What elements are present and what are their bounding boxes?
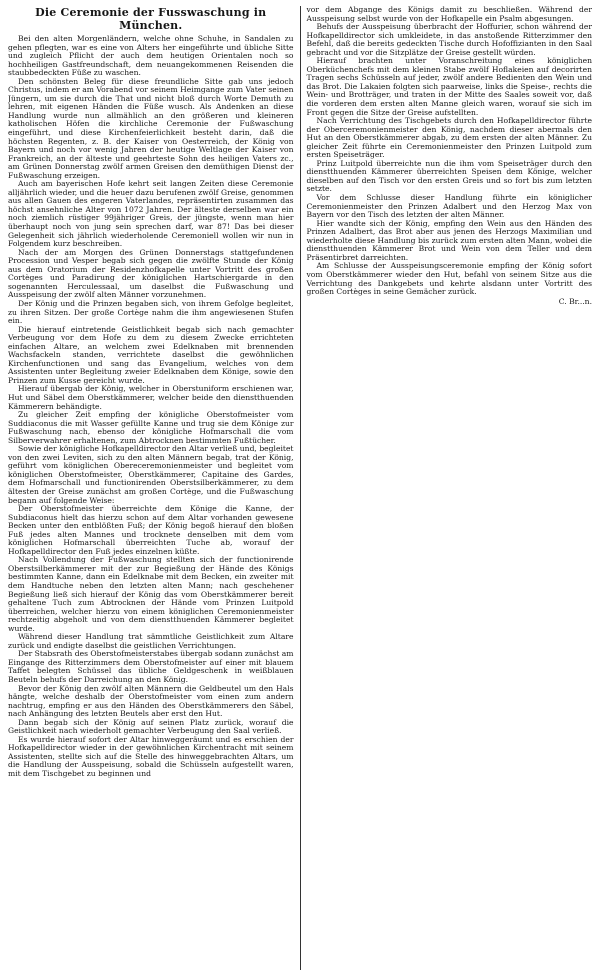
paragraph: Die hierauf eintretende Geistlichkeit begab sich nach gemachter Verbeugung vor dem Hofe zu dem zu diesem Zwecke errichteten einfachen Altare, an welchem zwei Edelknaben mit brennenden Wachsfackeln standen, verrichtete daselbst die gewöhnlichen Kirchenfunctionen und sang das Evangelium, welches von dem Assistenten unter Begleitung zweier Edelknaben dem Könige, sowie den Prinzen zum Kusse gereicht wurde. bbox=[8, 324, 294, 385]
paragraph: Nach Vollendung der Fußwaschung stellten sich der functionirende Oberstsilberkämmerer mit der zur Begießung der Hände des Königs bestimmten Kanne, dann ein Edelknabe mit dem Becken, ein zweiter mit dem Handtuche neben den letzten alten Mann; nach geschehener Begießung ließ sich hierauf der König das vom Oberstkämmerer bereit gehaltene Tuch zum Abtrocknen der Hände vom Prinzen Luitpold überreichen, welcher hierzu von einem königlichen Ceremonienmeister rechtzeitig abgeholt und von dem dienstthuenden Kämmerer begleitet wurde. bbox=[8, 555, 294, 633]
paragraph: Bei den alten Morgenländern, welche ohne Schuhe, in Sandalen zu gehen pflegten, war es eine von Alters her eingeführte und übliche Sitte und zugleich Pflicht der auch dem heutigen Orientalen noch so hochheiligen Gastfreundschaft, dem neuangekommenen Reisenden die staubbedeckten Füße zu waschen. bbox=[8, 34, 294, 78]
paragraph: Der Oberstofmeister überreichte dem Könige die Kanne, der Subdiaconus hielt das hierzu schon auf dem Altar vorhanden gewesene Becken unter den entblößten Fuß; der König begoß hierauf den bloßen Fuß jedes alten Mannes und trocknete denselben mit dem vom königlichen Hofmarschall überreichten Tuche ab, worauf der Hofkapelldirector den Fuß jedes einzelnen küßte. bbox=[8, 504, 294, 556]
paragraph: Prinz Luitpold überreichte nun die ihm vom Speiseträger durch den dienstthuenden Kämmerer überreichten Speisen dem Könige, welcher dieselben auf den Tisch vor den ersten Greis und so fort bis zum letzten setzte. bbox=[306, 158, 592, 194]
paragraph: Hier wandte sich der König, empfing den Wein aus den Händen des Prinzen Adalbert, das Brot aber aus jenen des Herzogs Maximilian und wiederholte diese Handlung bis zurück zum ersten alten Mann, wobei die dienstthuenden Kämmerer Brot und Wein von dem Teller und dem Präsentirbret darreichten. bbox=[306, 218, 592, 262]
paragraph: Dann begab sich der König auf seinen Platz zurück, worauf die Geistlichkeit nach wiederholt gemachter Verbeugung den Saal verließ. bbox=[8, 717, 294, 736]
paragraph: Bevor der König den zwölf alten Männern die Geldbeutel um den Hals hängte, welche deshalb der Oberstofmeister vom einen zum andern nachtrug, empfing er aus den Händen des Oberstkämmerers den Säbel, nach Anhängung des letzten Beutels aber erst den Hut. bbox=[8, 683, 294, 719]
paragraph-continued: vor dem Abgange des Königs damit zu beschließen. Während der Ausspeisung selbst wurde von der Hofkapelle ein Psalm abgesungen. bbox=[306, 6, 592, 23]
paragraph: Sowie der königliche Hofkapelldirector den Altar verließ und, begleitet von den zwei Leviten, sich zu den alten Männern begab, trat der König, geführt vom königlichen Obereceremonienmeister und begleitet vom königlichen Oberstofmeister, Oberstkämmerer, Capitaine des Gardes, dem Hofmarschall und functionirenden Oberstsilberkämmerer, zu dem ältesten der Greise zunächst am großen Cortège, und die Fußwaschung begann auf folgende Weise: bbox=[8, 444, 294, 505]
left-column bbox=[8, 6, 301, 970]
paragraph: Den schönsten Beleg für diese freundliche Sitte gab uns jedoch Christus, indem er am Vorabend vor seinem Heimgange zum Vater seinen Jüngern, um sie durch die That und nicht bloß durch Worte Demuth zu lehren, mit eigenen Händen die Füße wusch. Als Andenken an diese Handlung wurde nun allmählich an den größeren und kleineren katholischen Höfen die kirchliche Ceremonie der Fußwaschung eingeführt, und diese Kirchenfeierlichkeit besteht darin, daß die höchsten Regenten, z. B. der Kaiser von Oesterreich, der König von Bayern und noch vor wenig Jahren der heutige Weltlage der Kaiser von Frankreich, an der älteste und geehrteste Sohn des heiligen Vaters zc., am Grünen Donnerstag zwölf armen Greisen den demüthigen Dienst der Fußwaschung erzeigen. bbox=[8, 76, 294, 180]
paragraph: Auch am bayerischen Hofe kehrt seit langen Zeiten diese Ceremonie alljährlich wieder, und die heuer dazu berufenen zwölf Greise, genommen aus allen Gauen des engeren Vaterlandes, repräsentirten zusammen das höchst ansehnliche Alter von 1072 Jahren. Der älteste derselben war ein noch ziemlich rüstiger 99jähriger Greis, der jüngste, wenn man hier überhaupt noch von jung sein sprechen darf, war 87! Das bei dieser Gelegenheit sich jährlich wiederholende Ceremoniell wollen wir nun in Folgendem kurz beschreiben. bbox=[8, 179, 294, 249]
paragraph: Am Schlusse der Ausspeisungsceremonie empfing der König sofort vom Oberstkämmerer wieder den Hut, befahl von seinem Sitze aus die Verrichtung des Dankgebets und kehrte alsdann unter Vortritt des großen Cortèges in seine Gemächer zurück. bbox=[306, 261, 592, 297]
paragraph: Hierauf übergab der König, welcher in Oberstuniform erschienen war, Hut und Säbel dem Oberstkämmerer, welcher beide den dienstthuenden Kämmerern behändigte. bbox=[8, 384, 294, 411]
paragraph: Vor dem Schlusse dieser Handlung führte ein königlicher Ceremonienmeister den Prinzen Adalbert und den Herzog Max von Bayern vor den Tisch des letzten der alten Männer. bbox=[306, 193, 592, 220]
paragraph: Der König und die Prinzen begaben sich, von ihrem Gefolge begleitet, zu ihren Sitzen. Der große Cortège nahm die ihm angewiesenen Stufen ein. bbox=[8, 298, 294, 326]
paragraph: Zu gleicher Zeit empfing der königliche Oberstofmeister vom Suddiaconus die mit Wasser gefüllte Kanne und trug sie dem Könige zur Fußwaschung nach, ebenso der königliche Hofmarschall die vom Silberverwahrer erhaltenen, zum Abtrocknen bestimmten Fußtücher. bbox=[8, 410, 294, 445]
article-columns bbox=[8, 6, 592, 970]
paragraph: Nach Verrichtung des Tischgebets durch den Hofkapelldirector führte der Oberceremonienmeister den König, nachdem dieser abermals den Hut an den Oberstkämmerer abgab, zu dem ersten der alten Männer. Zu gleicher Zeit führte ein Ceremonienmeister den Prinzen Luitpold zum ersten Speiseträger. bbox=[306, 116, 592, 160]
paragraph: Während dieser Handlung trat sämmtliche Geistlichkeit zum Altare zurück und endigte daselbst die geistlichen Verrichtungen. bbox=[8, 632, 294, 650]
paragraph: Hierauf brachten unter Voranschreitung eines königlichen Oberküchenchefs mit dem kleinen Stabe zwölf Hoflakeien auf decorirten Tragen sechs Schüsseln auf jeder, zwölf andere Bedienten den Wein und das Brot. Die Lakaien folgten sich paarweise, links die Speise-, rechts die Wein- und Brotträger, und traten in der Mitte des Saales soweit vor, daß die vorderen dem ersten alten Manne gleich waren, worauf sie sich im Front gegen die Sitze der Greise aufstellten. bbox=[306, 56, 592, 117]
paragraph: Es wurde hierauf sofort der Altar hinweggeräumt und es erschien der Hofkapelldirector wieder in der gewöhnlichen Kirchentracht mit seinem Assistenten, stellte sich auf die Stelle des hinweggebrachten Altars, um die Handlung der Ausspeisung, sobald die Schüsseln aufgestellt waren, mit dem Tischgebet zu beginnen und bbox=[8, 734, 294, 779]
author-signature: C. Br...n. bbox=[558, 296, 592, 306]
article-title: Die Ceremonie der Fusswaschung in München. bbox=[35, 6, 267, 32]
paragraph: Der Stabsrath des Oberstofmeisterstabes übergab sodann zunächst am Eingange des Ritterzimmers dem Oberstofmeister auf einer mit blauem Taffet belegten Schüssel das übliche Geldgeschenk in weißblauen Beuteln behufs der Darreichung an den König. bbox=[8, 649, 294, 685]
right-column bbox=[301, 6, 593, 970]
paragraph: Behufs der Ausspeisung überbracht der Hoffurier, schon während der Hofkapelldirector sich umkleidete, in das anstoßende Ritterzimmer den Befehl, daß die bereits gedeckten Tische durch Hofoffizianten in den Saal gebracht und vor die Sitzplätze der Greise gestellt würden. bbox=[306, 22, 592, 57]
paragraph: Nach der am Morgen des Grünen Donnerstags stattgefundenen Procession und Vesper begab sich gegen die zwölfte Stunde der König aus dem Oratorium der Residenzhofkapelle unter Vortritt des großen Cortèges und Paradirung der königlichen Hartschiergarde in den sogenannten Herculessaal, um daselbst die Fußwaschung und Ausspeisung der zwölf alten Männer vorzunehmen. bbox=[8, 247, 294, 300]
